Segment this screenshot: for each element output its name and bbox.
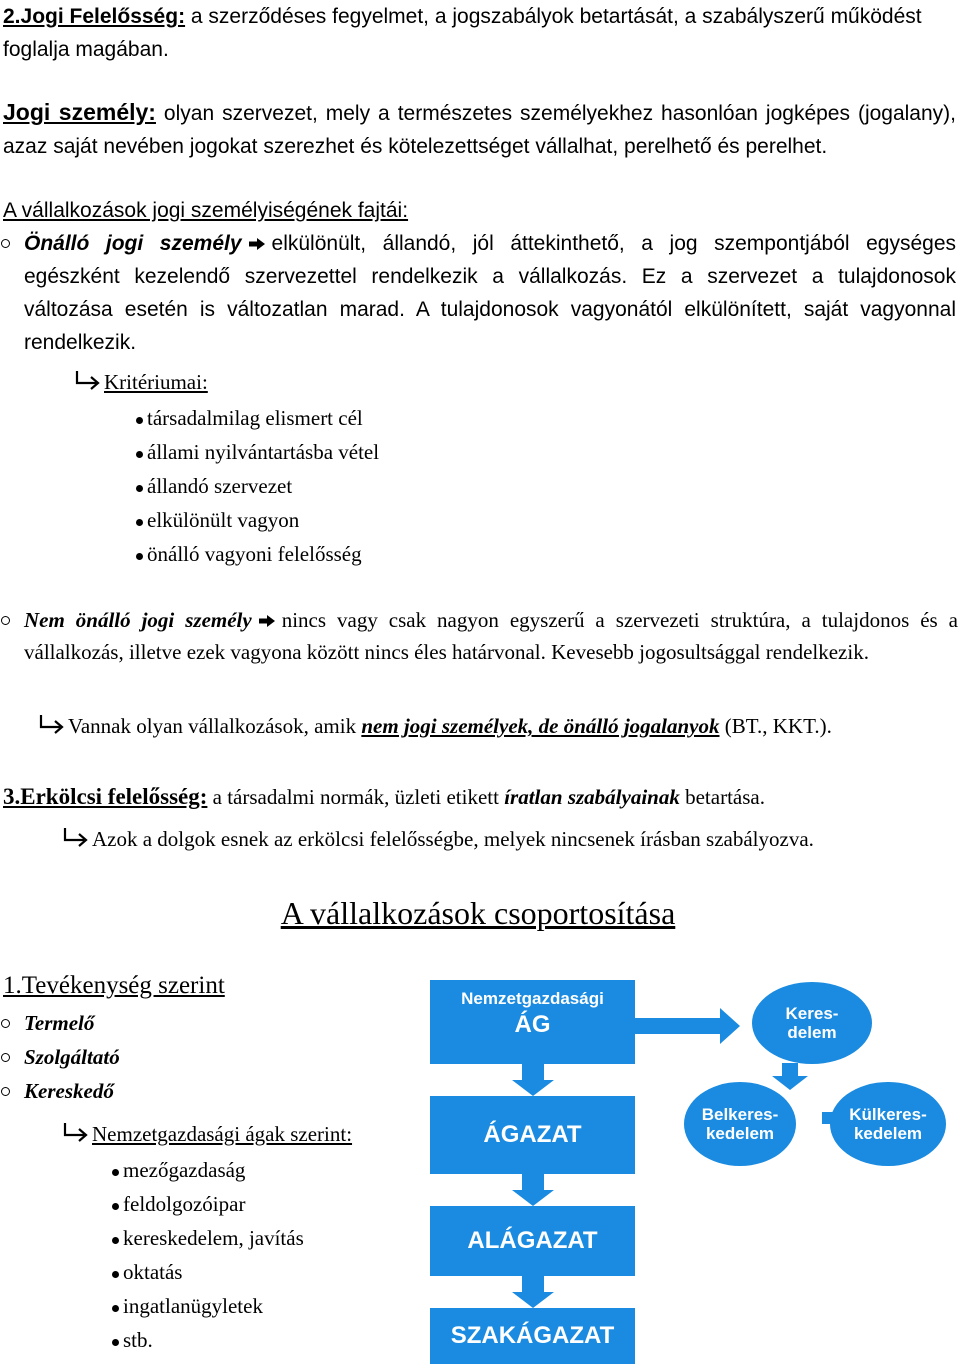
bullet-icon [136,519,143,526]
bullet-icon [136,451,143,458]
circle-commerce: Keres- delem [752,982,872,1064]
arrow-right-icon [258,614,276,628]
independent-term: Önálló jogi személy [24,232,242,255]
bullet-icon [136,417,143,424]
section-3-paragraph: 3.Erkölcsi felelősség: a társadalmi normák, üzleti etikett íratlan szabályainak betartása. [3,784,765,809]
bullet-icon [112,1339,119,1346]
list-item: feldolgozóipar [112,1188,304,1222]
list-item: Kereskedő [0,1075,120,1109]
box-subsector: ALÁGAZAT [430,1206,635,1276]
grouping-title: A vállalkozások csoportosítása [280,895,676,931]
bullet-icon [1,1053,10,1062]
branches-list [112,1154,304,1358]
types-heading-text: A vállalkozások jogi személyiségének fajtái: [3,199,409,222]
list-item: Szolgáltató [0,1041,120,1075]
activity-heading: 1.Tevékenység szerint [3,972,225,999]
box-sector: ÁGAZAT [430,1096,635,1174]
list-item: Termelő [0,1007,120,1041]
bullet-icon [1,1087,10,1096]
bullet-independent-legal-person [0,227,956,359]
list-item: állami nyilvántartásba vétel [136,436,379,470]
grouping-title-row [0,893,960,933]
non-independent-term: Nem önálló jogi személy [24,608,252,632]
independent-text: elkülönült, állandó, jól áttekinthető, a jog szempontjából egységes egészként kezelendő szervezettel rendelkezik a vállalkozás. Ez a szervezet a tulajdonosok változása esetén is változatlan marad. A tulajdonosok vagyonától elkülönített, saját vagyonnal rendelkezik. [24,232,956,354]
bullet-non-independent-legal-person [0,604,958,668]
legal-person-term: Jogi személy: [3,99,156,125]
list-item: társadalmilag elismert cél [136,402,379,436]
bullet-icon [112,1203,119,1210]
sector-hierarchy-diagram [430,978,950,1364]
hook-arrow-icon [38,713,66,735]
criteria-list [136,402,379,572]
connector-arrow [635,1008,740,1044]
section-3-emphasis: íratlan szabályainak [504,785,680,809]
bullet-icon [1,1019,10,1028]
list-item: oktatás [112,1256,304,1290]
list-item: állandó szervezet [136,470,379,504]
connector-arrow [772,1063,808,1090]
list-item: ingatlanügyletek [112,1290,304,1324]
bullet-icon [112,1271,119,1278]
legal-person-paragraph [3,96,956,163]
circle-domestic-trade: Belkeres- kedelem [684,1082,796,1166]
section-2-text: a szerződéses fegyelmet, a jogszabályok betartását, a szabályszerű működést foglalja magában. [3,5,922,61]
bullet-icon [112,1237,119,1244]
list-item: elkülönült vagyon [136,504,379,538]
hook-arrow-icon [62,826,90,848]
independent-legal-person-text [24,227,956,359]
section-2-heading: 2.Jogi Felelősség: [3,5,186,28]
section-3-note: Azok a dolgok esnek az erkölcsi felelősségbe, melyek nincsenek írásban szabályozva. [62,823,957,855]
box-national-sector: Nemzetgazdasági ÁG [430,980,635,1064]
legal-person-text: olyan szervezet, mely a természetes személyekhez hasonlóan jogképes (jogalany), azaz saját nevében jogokat szerezhet és kötelezettséget vállalhat, perelhető és perelhet. [3,102,956,158]
list-item: mezőgazdaság [112,1154,304,1188]
section-3-heading: 3.Erkölcsi felelősség: [3,784,208,809]
connector-arrow [512,1062,554,1096]
non-independent-text: nincs vagy csak nagyon egyszerű a szervezeti struktúra, a tulajdonos és a vállalkozás, illetve ezek vagyona között nincs éles határvonal. Kevesebb jogosultsággal rendelkezik. [24,608,958,664]
activity-list [0,1007,120,1109]
hook-arrow-icon [74,369,102,391]
types-heading [3,194,956,227]
branches-label: Nemzetgazdasági ágak szerint: [92,1122,353,1146]
bullet-icon [136,553,143,560]
hook-arrow-icon [62,1121,90,1143]
branches-label-row [62,1118,352,1150]
list-item: stb. [112,1324,304,1358]
list-item: kereskedelem, javítás [112,1222,304,1256]
bullet-icon [136,485,143,492]
criteria-label-row [74,366,208,398]
note-bt-kkt: Vannak olyan vállalkozások, amik nem jogi személyek, de önálló jogalanyok (BT., KKT.). [38,710,958,742]
connector-arrow [512,1174,554,1206]
section-2-paragraph [3,0,956,66]
bullet-icon [112,1169,119,1176]
arrow-right-icon [248,237,266,251]
list-item: önálló vagyoni felelősség [136,538,379,572]
criteria-label: Kritériumai: [104,370,208,394]
bullet-icon [1,616,10,625]
box-specialized-sector: SZAKÁGAZAT [430,1308,635,1364]
bullet-icon [1,239,10,248]
connector-arrow [512,1276,554,1308]
non-independent-text-block [24,604,958,668]
note-emphasis: nem jogi személyek, de önálló jogalanyok [361,714,720,738]
circle-foreign-trade: Külkeres- kedelem [830,1082,946,1166]
bullet-icon [112,1305,119,1312]
